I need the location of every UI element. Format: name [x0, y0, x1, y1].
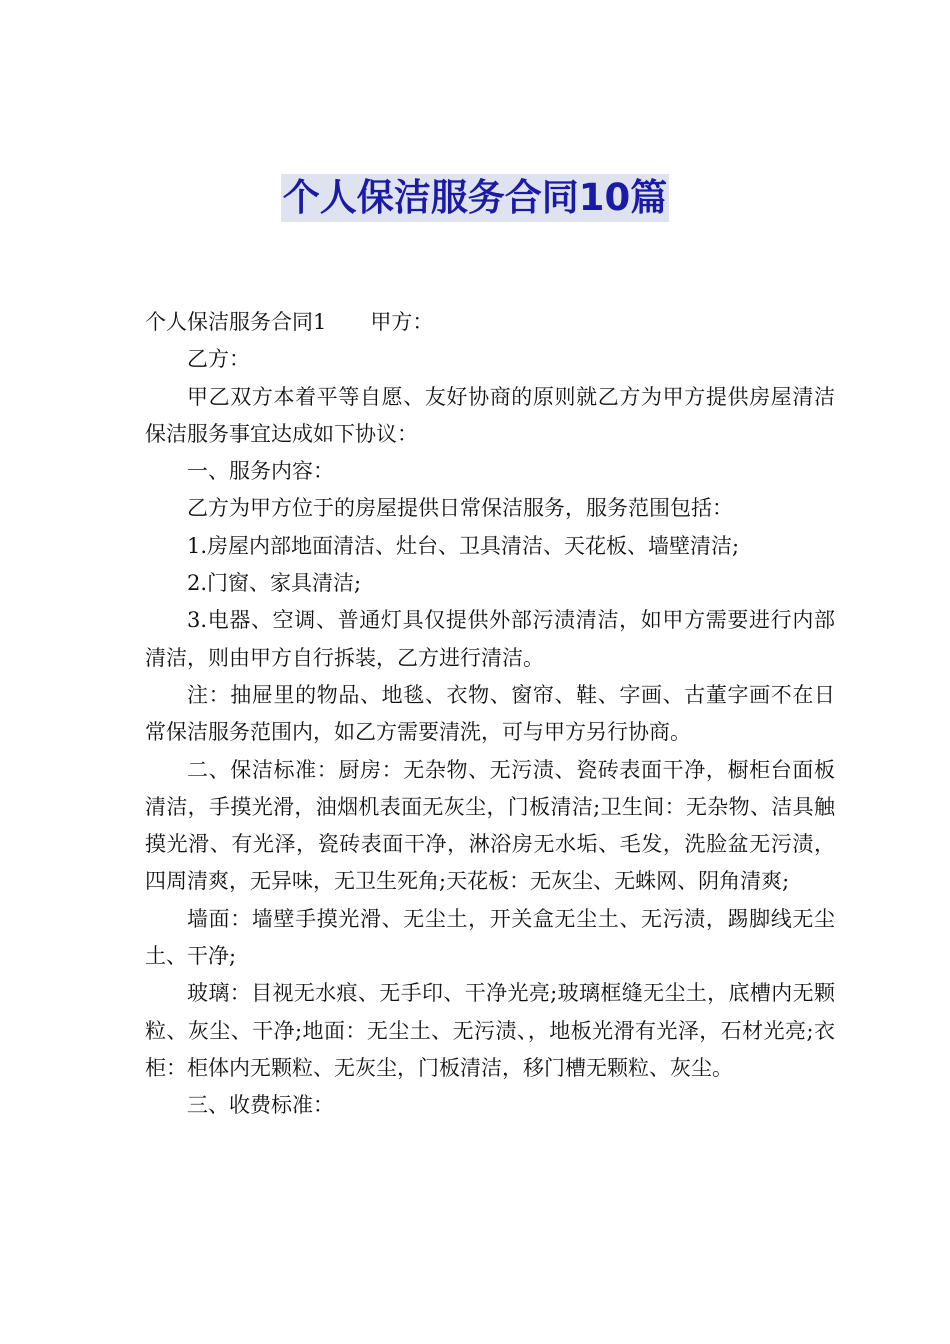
list-item-1: 1.房屋内部地面清洁、灶台、卫具清洁、天花板、墙壁清洁; [187, 533, 740, 558]
document-title: 个人保洁服务合同10篇 [281, 174, 670, 222]
title-container [0, 174, 950, 222]
paragraph-glass: 玻璃：目视无水痕、无手印、干净光亮;玻璃框缝无尘土，底槽内无颗粒、灰尘、干净;地面：无尘土、无污渍、，地板光滑有光泽，石材光亮;衣柜：柜体内无颗粒、无灰尘，门板清洁，移门槽无颗粒、灰尘。 [145, 981, 835, 1080]
paragraph-party-b: 乙方： [187, 347, 250, 372]
section-fee-standard: 三、收费标准： [187, 1093, 334, 1118]
list-item-2: 2.门窗、家具清洁; [187, 571, 362, 596]
paragraph-intro: 甲乙双方本着平等自愿、友好协商的原则就乙方为甲方提供房屋清洁保洁服务事宜达成如下协议： [145, 384, 835, 446]
paragraph-note: 注：抽屉里的物品、地毯、衣物、窗帘、鞋、字画、古董字画不在日常保洁服务范围内，如乙方需要清洗，可与甲方另行协商。 [145, 682, 835, 745]
section-service-content: 一、服务内容： [187, 459, 334, 484]
document-body [145, 304, 835, 1125]
party-a-label: 甲方： [370, 310, 434, 334]
section-cleaning-standard: 二、保洁标准：厨房：无杂物、无污渍、瓷砖表面干净，橱柜台面板清洁，手摸光滑，油烟机表面无灰尘，门板清洁;卫生间：无杂物、洁具触摸光滑、有光泽，瓷砖表面干净，淋浴房无水垢、毛发，洗脸盆无污渍，四周清爽，无异味，无卫生死角;天花板：无灰尘、无蛛网、阴角清爽; [145, 757, 835, 894]
heading-line [145, 304, 835, 341]
paragraph-walls: 墙面：墙壁手摸光滑、无尘土，开关盒无尘土、无污渍，踢脚线无尘土、干净; [145, 906, 835, 969]
list-item-3: 3.电器、空调、普通灯具仅提供外部污渍清洁，如甲方需要进行内部清洁，则由甲方自行拆装，乙方进行清洁。 [145, 608, 835, 670]
contract-label: 个人保洁服务合同1 [145, 310, 327, 334]
paragraph-service-scope: 乙方为甲方位于的房屋提供日常保洁服务，服务范围包括： [187, 496, 733, 521]
